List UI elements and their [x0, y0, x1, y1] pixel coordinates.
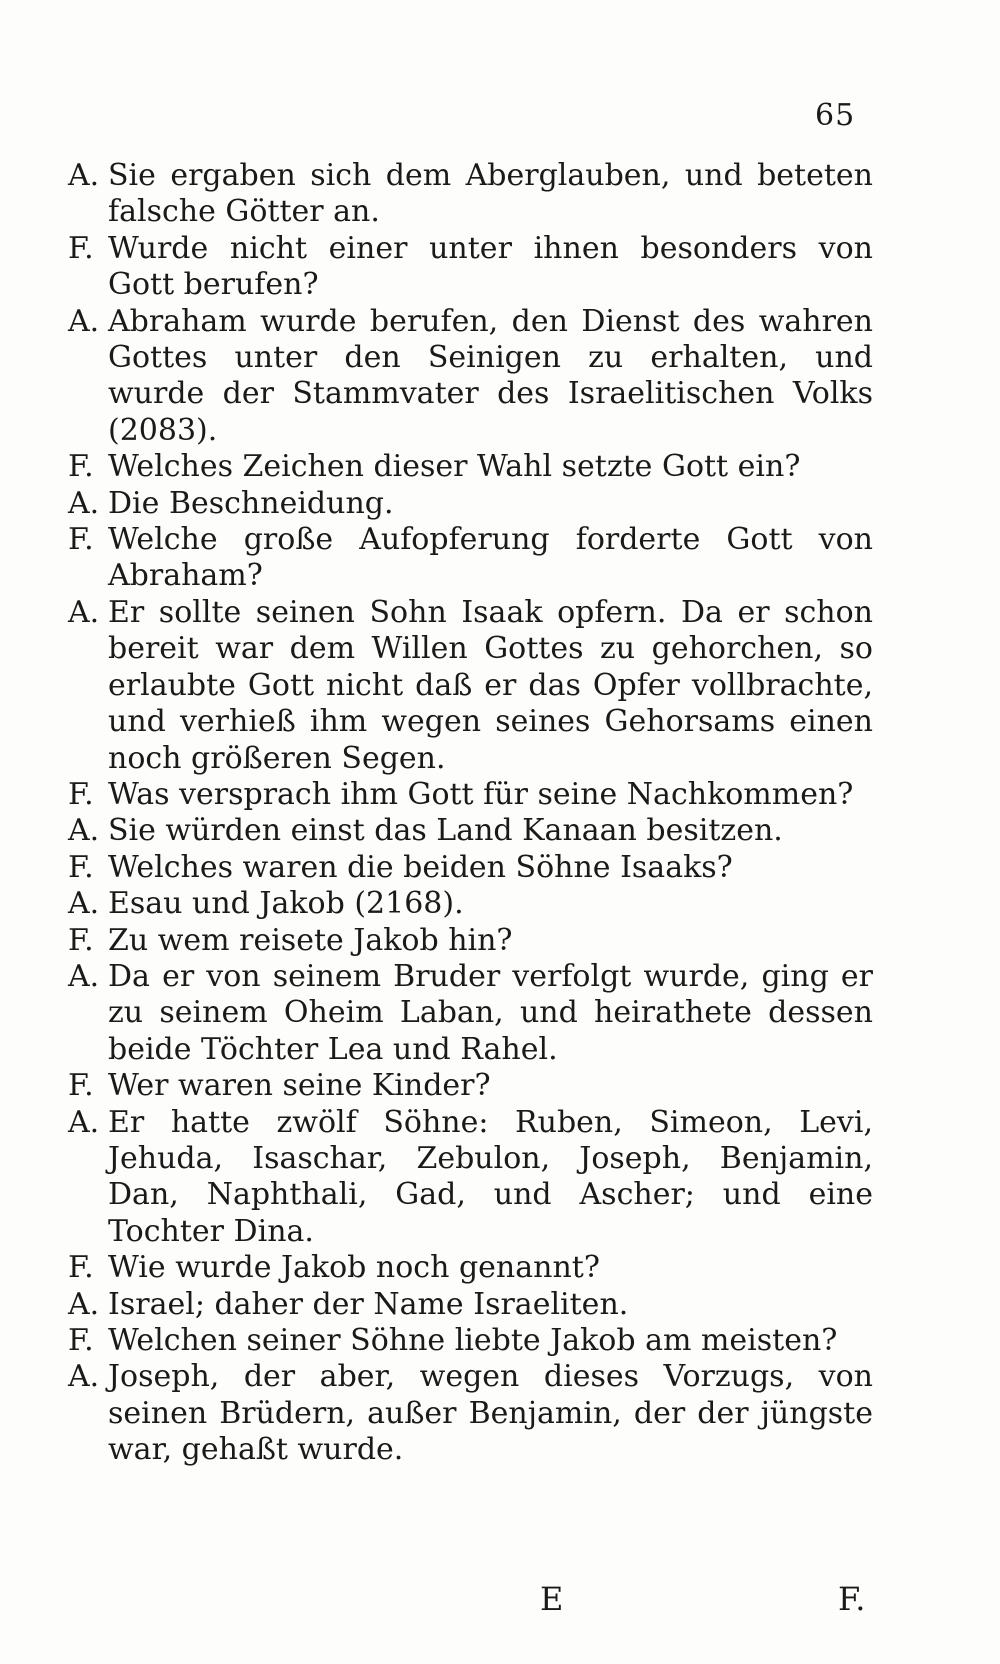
entry-text: Welches waren die beiden Söhne Isaaks? — [108, 849, 733, 885]
entry-text: Da er von seinem Bruder verfolgt wurde, ging er zu seinem Oheim Laban, und heirathete dessen beide Töchter Lea und Rahel. — [108, 958, 873, 1067]
signature-mark: E — [540, 1580, 564, 1618]
entry-text: Abraham wurde berufen, den Dienst des wahren Gottes unter den Seinigen zu erhalten, und wurde der Stammvater des Israelitischen Volks (2083). — [108, 303, 873, 448]
answer-entry — [68, 1287, 873, 1323]
answer-entry — [68, 595, 873, 777]
answer-entry — [68, 1359, 873, 1468]
entry-marker: A. — [68, 886, 100, 922]
entry-marker: F. — [68, 1323, 94, 1358]
entry-text: Was versprach ihm Gott für seine Nachkommen? — [108, 776, 854, 812]
entry-text: Welche große Aufopferung forderte Gott von Abraham? — [108, 522, 873, 594]
question-entry — [68, 449, 873, 485]
entry-marker: A. — [68, 594, 100, 630]
entry-marker: F. — [68, 230, 94, 266]
answer-entry — [68, 304, 873, 450]
entry-marker: F. — [68, 776, 94, 812]
question-entry — [68, 1068, 873, 1104]
answer-entry — [68, 486, 873, 522]
entry-text: Die Beschneidung. — [108, 485, 394, 521]
catechism-text — [68, 158, 873, 1469]
entry-text: Wer waren seine Kinder? — [108, 1068, 491, 1104]
entry-text: Wurde nicht einer unter ihnen besonders von Gott berufen? — [108, 230, 873, 303]
entry-marker: A. — [68, 958, 100, 994]
entry-text: Israel; daher der Name Israeliten. — [108, 1286, 629, 1322]
entry-text: Welchen seiner Söhne liebte Jakob am meisten? — [108, 1323, 838, 1358]
question-entry — [68, 1323, 873, 1359]
question-entry — [68, 522, 873, 595]
entry-text: Esau und Jakob (2168). — [108, 886, 464, 922]
entry-text: Er hatte zwölf Söhne: Ruben, Simeon, Levi, Jehuda, Isaschar, Zebulon, Joseph, Benjamin, Dan, Naphthali, Gad, und Ascher; und eine Tochter Dina. — [108, 1104, 873, 1249]
entry-marker: F. — [68, 922, 94, 958]
page-number: 65 — [815, 98, 856, 133]
entry-text: Welches Zeichen dieser Wahl setzte Gott ein? — [108, 449, 801, 485]
entry-text: Joseph, der aber, wegen dieses Vorzugs, von seinen Brüdern, außer Benjamin, der der jüngste war, gehaßt wurde. — [108, 1359, 873, 1468]
answer-entry — [68, 1105, 873, 1251]
entry-marker: F. — [68, 849, 94, 885]
question-entry — [68, 777, 873, 813]
entry-marker: A. — [68, 1104, 100, 1140]
entry-text: Sie ergaben sich dem Aberglauben, und beteten falsche Götter an. — [108, 158, 873, 230]
question-entry — [68, 231, 873, 304]
entry-marker: A. — [68, 303, 100, 339]
catchword: F. — [838, 1580, 866, 1618]
entry-marker: A. — [68, 1286, 100, 1322]
entry-marker: A. — [68, 158, 100, 193]
entry-marker: F. — [68, 449, 94, 485]
entry-marker: F. — [68, 1068, 94, 1104]
entry-marker: A. — [68, 813, 100, 849]
answer-entry — [68, 959, 873, 1068]
entry-text: Wie wurde Jakob noch genannt? — [108, 1250, 600, 1286]
entry-marker: F. — [68, 1250, 94, 1286]
entry-text: Er sollte seinen Sohn Isaak opfern. Da er schon bereit war dem Willen Gottes zu gehorchen, so erlaubte Gott nicht daß er das Opfer vollbrachte, und verhieß ihm wegen seines Gehorsams einen noch größeren Segen. — [108, 594, 873, 776]
entry-marker: A. — [68, 485, 100, 521]
question-entry — [68, 1250, 873, 1286]
entry-text: Sie würden einst das Land Kanaan besitzen. — [108, 813, 783, 849]
entry-marker: A. — [68, 1359, 100, 1395]
answer-entry — [68, 813, 873, 849]
answer-entry — [68, 158, 873, 231]
question-entry — [68, 850, 873, 886]
question-entry — [68, 923, 873, 959]
answer-entry — [68, 886, 873, 922]
entry-text: Zu wem reisete Jakob hin? — [108, 922, 513, 958]
entry-marker: F. — [68, 522, 94, 558]
